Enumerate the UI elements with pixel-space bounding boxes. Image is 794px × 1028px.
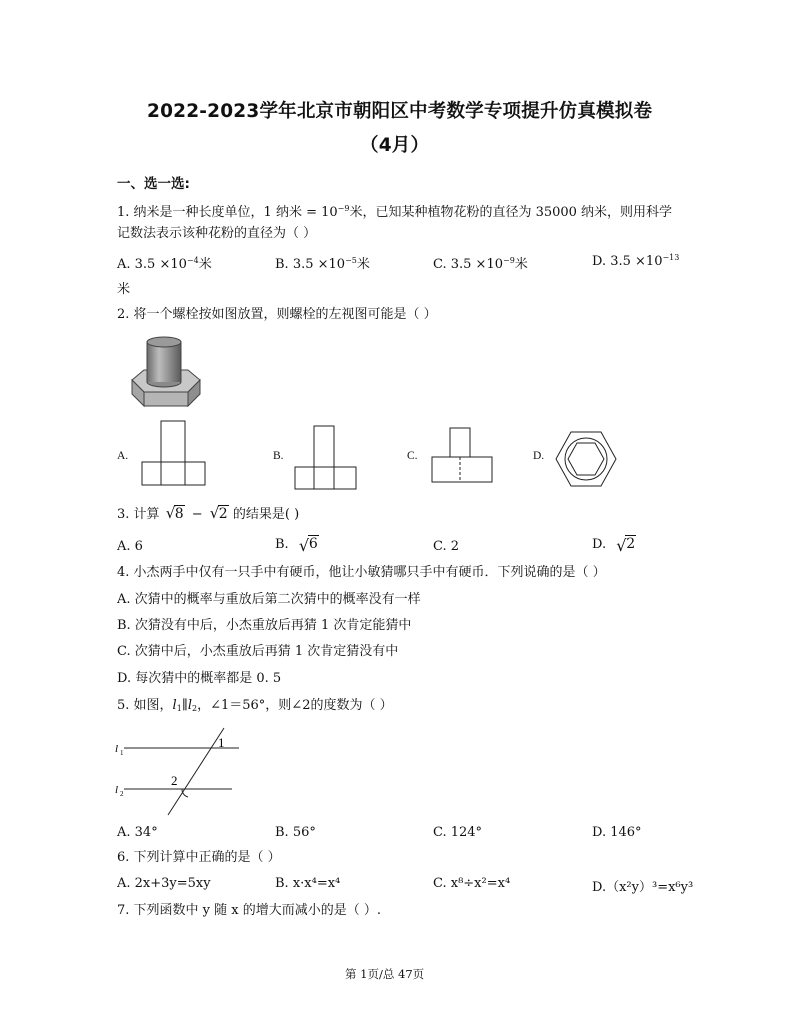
q3-option-c: C. 2 (433, 539, 460, 554)
sqrt-2: √ 2 (209, 504, 228, 522)
q2-option-a-label: A. (117, 450, 129, 462)
label-l2: l (115, 784, 119, 796)
question-1-line-1 (117, 199, 672, 223)
q1-exponent: −9 (337, 204, 350, 213)
q1-option-d: D. $3.5 \times 10^{-13}$ (592, 253, 680, 269)
q6-option-a: A. 2x+3y=5xy (117, 876, 211, 891)
q5-option-c: C. 124° (433, 825, 483, 840)
page-footer: 第 1页/总 47页 (345, 967, 425, 981)
question-4: 4. 小杰两手中仅有一只手中有硬币，他让小敏猜哪只手中有硬币．下列说确的是（ ） (117, 565, 606, 580)
question-5: 5. 如图，$l_1\parallel l_2$，∠1＝56°，则∠2的度数为（ ） (117, 698, 393, 713)
q2-option-c-label: C. (407, 450, 418, 462)
hex-side-front (144, 392, 188, 406)
label-l2-sub: 2 (120, 790, 124, 798)
q4-option-d: D. 每次猜中的概率都是 0. 5 (117, 671, 282, 686)
q1-option-c: C. $3.5 \times 10^{-9}$米 (433, 256, 528, 272)
q2-option-b-view (293, 425, 359, 491)
transversal (168, 728, 224, 815)
q4-option-c: C. 次猜中后，小杰重放后再猜 1 次肯定猜没有中 (117, 644, 399, 659)
label-angle-1: 1 (218, 735, 225, 750)
q3-option-b: B. √ 6 (275, 536, 318, 555)
q4-option-b: B. 次猜没有中后，小杰重放后再猜 1 次肯定能猜中 (117, 618, 412, 633)
q2-option-b-label: B. (273, 450, 284, 462)
page-subtitle: （4月） (360, 135, 430, 156)
sqrt-8: √ 8 (165, 504, 184, 522)
q2-option-d-label: D. (533, 450, 545, 462)
question-6: 6. 下列计算中正确的是（ ） (117, 850, 281, 865)
q1-rest: 米，已知某种植物花粉的直径为 35000 纳米，则用科学 (349, 205, 673, 220)
label-l1: l (115, 743, 119, 755)
question-1-line-2: 记数法表示该种花粉的直径为（ ） (117, 226, 317, 241)
question-3: 3. 计算 √ 8 − √ 2 的结果是( ) (117, 504, 299, 525)
q5-option-b: B. 56° (275, 825, 316, 840)
q2-option-c-view (430, 427, 494, 485)
parallel-lines-figure (112, 727, 244, 819)
q4-option-a: A. 次猜中的概率与重放后第二次猜中的概率没有一样 (117, 592, 421, 607)
q6-option-b: B. x·x⁴=x⁴ (275, 876, 341, 891)
page-title: 2022-2023学年北京市朝阳区中考数学专项提升仿真模拟卷 (147, 101, 653, 122)
q3-option-a: A. 6 (117, 539, 143, 554)
label-l1-sub: 1 (120, 749, 124, 757)
label-angle-2: 2 (171, 773, 178, 788)
bolt-figure (126, 334, 206, 410)
q6-option-c: C. x⁸÷x²=x⁴ (433, 876, 511, 891)
question-7: 7. 下列函数中 y 随 x 的增大而减小的是（ ）. (117, 903, 382, 918)
question-2: 2. 将一个螺栓按如图放置，则螺栓的左视图可能是（ ） (117, 307, 437, 322)
angle-2-arc (182, 789, 188, 797)
q5-option-a: A. 34° (117, 825, 158, 840)
q2-option-a-view (140, 420, 208, 488)
q1-option-d-wrap: 米 (117, 282, 131, 297)
q1-option-a: A. $3.5 \times 10^{-4}$米 (117, 256, 212, 272)
q2-option-d-view (555, 430, 619, 488)
q5-option-d: D. 146° (592, 825, 642, 840)
q1-option-b: B. $3.5 \times 10^{-5}$米 (275, 256, 370, 272)
q1-prefix: 1. 纳米是一种长度单位，1 纳米 = 10 (117, 205, 338, 220)
cylinder-top (147, 337, 181, 347)
q3-option-d: D. √ 2 (592, 536, 636, 555)
q6-option-d: D.（x²y）³=x⁶y³ (592, 880, 694, 895)
section-heading: 一、选一选: (117, 176, 190, 192)
